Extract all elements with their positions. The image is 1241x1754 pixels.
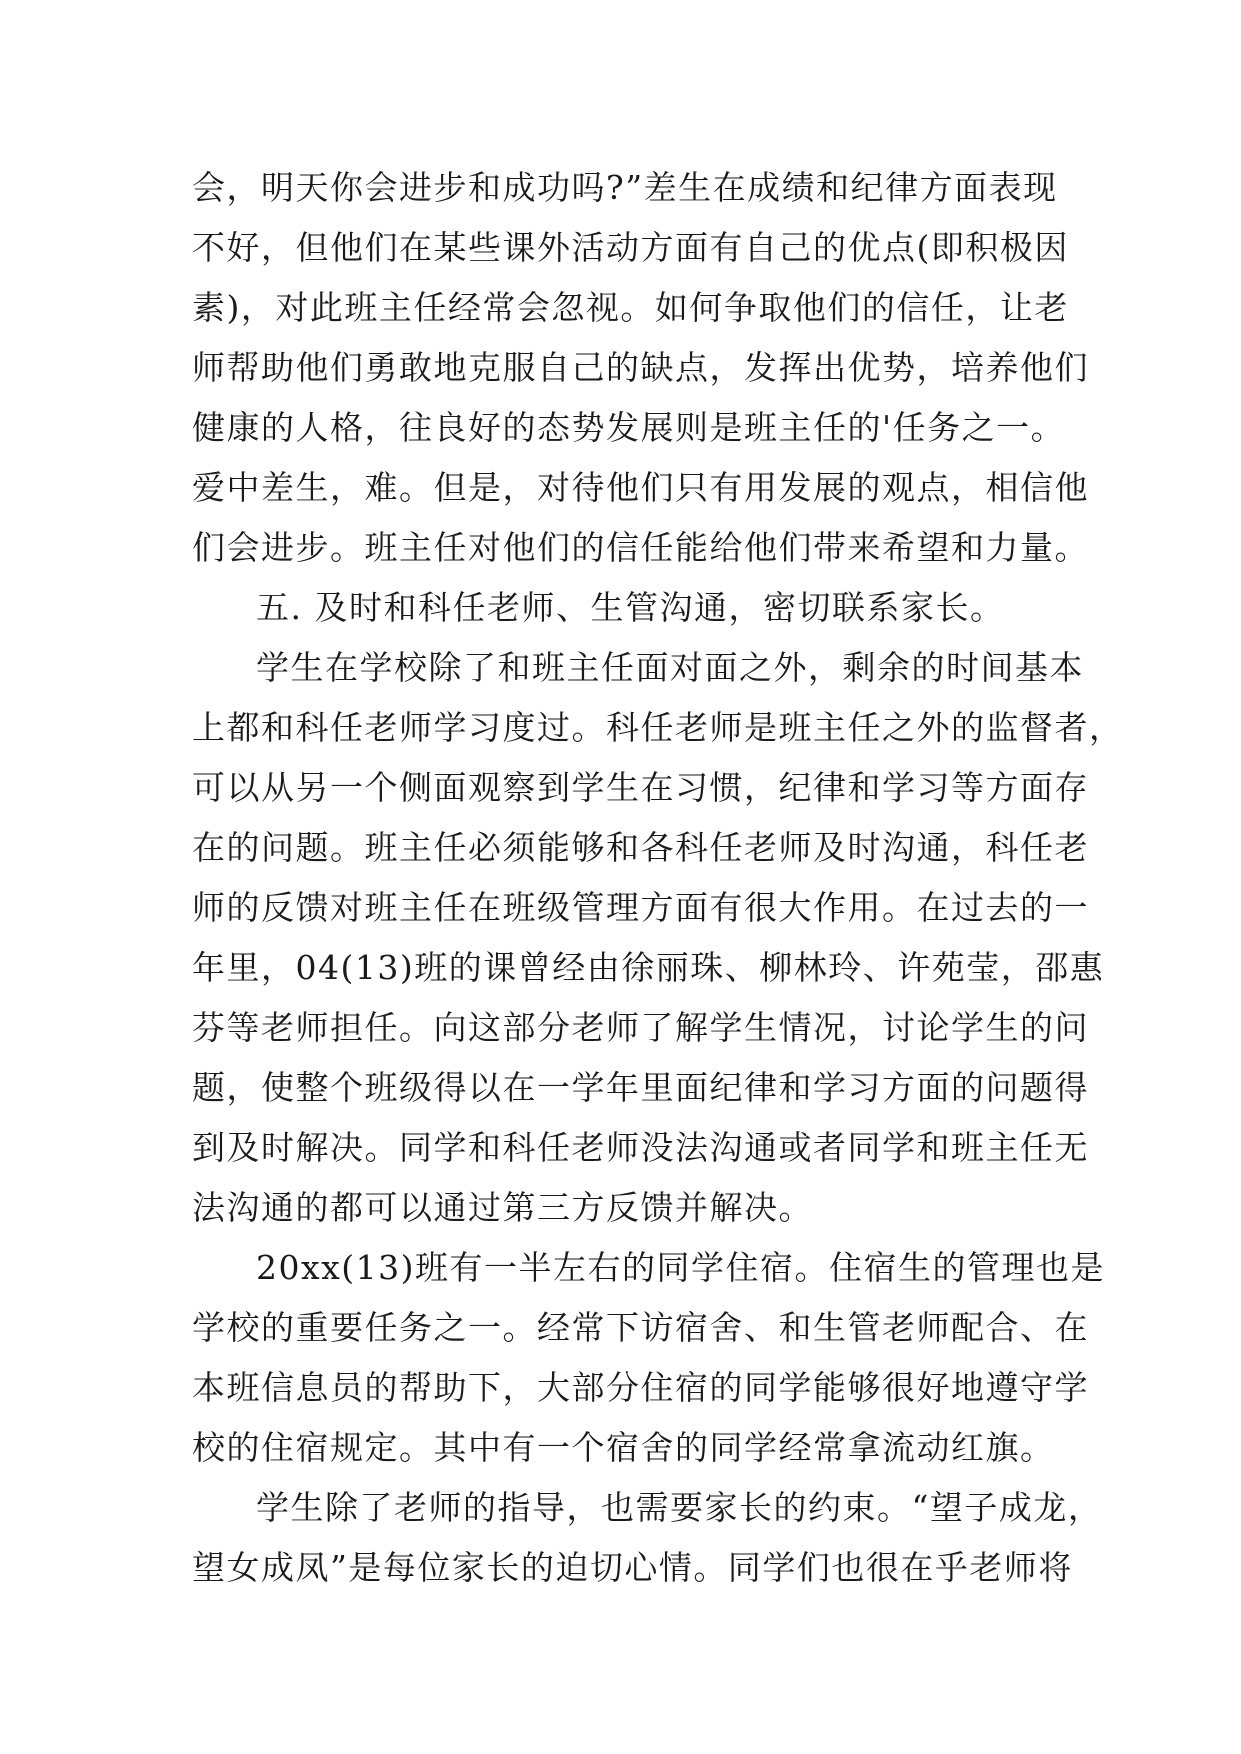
- text-line: 会，明天你会进步和成功吗?”差生在成绩和纪律方面表现: [192, 168, 1058, 207]
- text-line: 题，使整个班级得以在一学年里面纪律和学习方面的问题得: [192, 1068, 1089, 1107]
- text-line: 本班信息员的帮助下，大部分住宿的同学能够很好地遵守学: [192, 1368, 1089, 1407]
- text-line: 爱中差生，难。但是，对待他们只有用发展的观点，相信他: [192, 468, 1089, 507]
- document-body: [192, 158, 1124, 1598]
- text-line: 师帮助他们勇敢地克服自己的缺点，发挥出优势，培养他们: [192, 348, 1089, 387]
- text-line: 学生在学校除了和班主任面对面之外，剩余的时间基本: [256, 648, 1084, 687]
- text-line: 年里，04(13)班的课曾经由徐丽珠、柳林玲、许苑莹，邵惠: [192, 948, 1105, 987]
- text-line: 可以从另一个侧面观察到学生在习惯，纪律和学习等方面存: [192, 768, 1089, 807]
- text-line: 们会进步。班主任对他们的信任能给他们带来希望和力量。: [192, 528, 1089, 567]
- text-line: 学校的重要任务之一。经常下访宿舍、和生管老师配合、在: [192, 1308, 1089, 1347]
- text-line: 健康的人格，往良好的态势发展则是班主任的'任务之一。: [192, 408, 1066, 447]
- text-line: 到及时解决。同学和科任老师没法沟通或者同学和班主任无: [192, 1128, 1089, 1167]
- text-line: 五. 及时和科任老师、生管沟通，密切联系家长。: [256, 588, 1005, 627]
- text-line: 法沟通的都可以通过第三方反馈并解决。: [192, 1188, 813, 1227]
- text-line: 素)，对此班主任经常会忽视。如何争取他们的信任，让老: [192, 288, 1069, 327]
- text-line: 在的问题。班主任必须能够和各科任老师及时沟通，科任老: [192, 828, 1089, 867]
- text-line: 师的反馈对班主任在班级管理方面有很大作用。在过去的一: [192, 888, 1089, 927]
- text-line: 芬等老师担任。向这部分老师了解学生情况，讨论学生的问: [192, 1008, 1089, 1047]
- text-line: 望女成凤”是每位家长的迫切心情。同学们也很在乎老师将: [192, 1548, 1073, 1587]
- text-line: 20xx(13)班有一半左右的同学住宿。住宿生的管理也是: [256, 1248, 1105, 1287]
- text-line: 校的住宿规定。其中有一个宿舍的同学经常拿流动红旗。: [192, 1428, 1055, 1467]
- text-line: 不好，但他们在某些课外活动方面有自己的优点(即积极因: [192, 228, 1069, 267]
- text-line: 学生除了老师的指导，也需要家长的约束。“望子成龙，: [256, 1488, 1103, 1527]
- text-line: 上都和科任老师学习度过。科任老师是班主任之外的监督者，: [192, 708, 1124, 747]
